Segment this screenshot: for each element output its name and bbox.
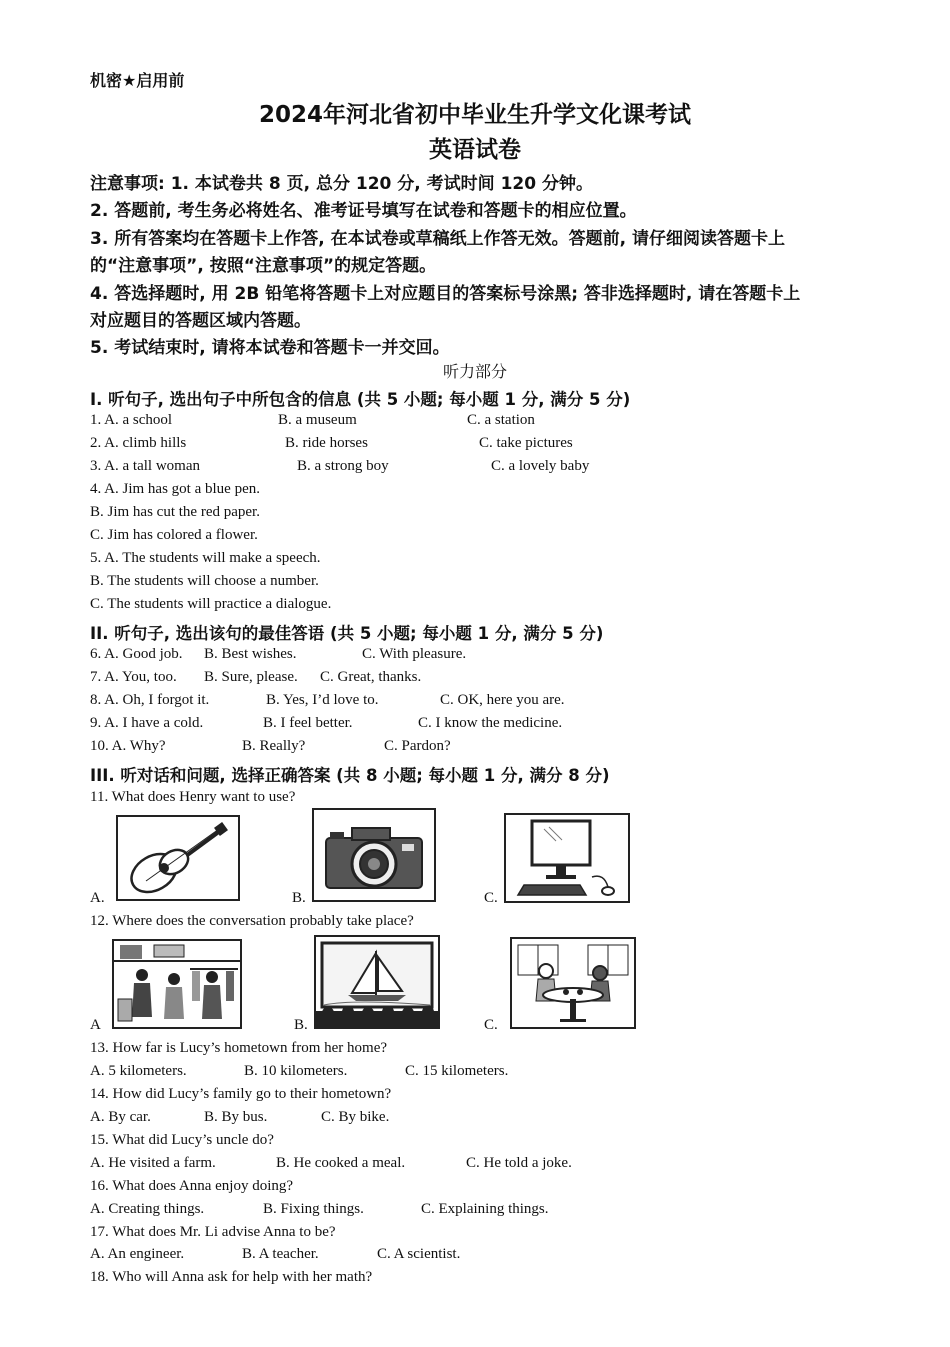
q4-option-c: C. Jim has colored a flower. xyxy=(90,527,258,543)
q15-option-b: B. He cooked a meal. xyxy=(276,1155,406,1171)
q11-stem: 11. What does Henry want to use? xyxy=(90,789,296,805)
q2-option-a: 2. A. climb hills xyxy=(90,435,187,451)
notice-line: 3. 所有答案均在答题卡上作答, 在本试卷或草稿纸上作答无效。答题前, 请仔细阅读答题卡上 xyxy=(90,229,785,249)
q10-option-b: B. Really? xyxy=(242,738,306,754)
q9-option-a: 9. A. I have a cold. xyxy=(90,715,204,731)
q9-option-b: B. I feel better. xyxy=(263,715,353,731)
confidential-mark: 机密★启用前 xyxy=(90,71,185,90)
q6-option-a: 6. A. Good job. xyxy=(90,646,183,662)
q12-label-a: A xyxy=(90,1017,101,1033)
q14-option-c: C. By bike. xyxy=(321,1109,390,1125)
notice-line: 的“注意事项”, 按照“注意事项”的规定答题。 xyxy=(90,256,437,276)
notice-line: 2. 答题前, 考生务必将姓名、准考证号填写在试卷和答题卡的相应位置。 xyxy=(90,201,637,221)
q7-option-c: C. Great, thanks. xyxy=(320,669,422,685)
q11-label-c: C. xyxy=(484,890,498,906)
q13-option-c: C. 15 kilometers. xyxy=(405,1063,509,1079)
q8-option-b: B. Yes, I’d love to. xyxy=(266,692,379,708)
q10-option-c: C. Pardon? xyxy=(384,738,451,754)
camera-icon xyxy=(312,808,436,902)
q13-option-a: A. 5 kilometers. xyxy=(90,1063,187,1079)
q2-option-b: B. ride horses xyxy=(285,435,368,451)
notice-line: 5. 考试结束时, 请将本试卷和答题卡一并交回。 xyxy=(90,338,450,358)
q13-stem: 13. How far is Lucy’s hometown from her home? xyxy=(90,1040,388,1056)
q11-label-a: A. xyxy=(90,890,105,906)
q16-option-b: B. Fixing things. xyxy=(263,1201,364,1217)
q7-option-a: 7. A. You, too. xyxy=(90,669,177,685)
clothing-store-picture xyxy=(112,939,242,1029)
q14-stem: 14. How did Lucy’s family go to their hometown? xyxy=(90,1086,392,1102)
q1-option-c: C. a station xyxy=(467,412,535,428)
q17-stem: 17. What does Mr. Li advise Anna to be? xyxy=(90,1224,336,1240)
q17-option-a: A. An engineer. xyxy=(90,1246,185,1262)
q16-stem: 16. What does Anna enjoy doing? xyxy=(90,1178,294,1194)
q11-label-b: B. xyxy=(292,890,306,906)
notice-line: 对应题目的答题区域内答题。 xyxy=(90,311,311,331)
exam-subtitle: 英语试卷 xyxy=(429,137,521,163)
q2-option-c: C. take pictures xyxy=(479,435,573,451)
q3-option-a: 3. A. a tall woman xyxy=(90,458,200,474)
q8-option-a: 8. A. Oh, I forgot it. xyxy=(90,692,210,708)
computer-icon xyxy=(504,813,630,903)
q7-option-b: B. Sure, please. xyxy=(204,669,298,685)
q12-label-c: C. xyxy=(484,1017,498,1033)
q3-option-b: B. a strong boy xyxy=(297,458,389,474)
q5-option-a: 5. A. The students will make a speech. xyxy=(90,550,321,566)
q14-option-a: A. By car. xyxy=(90,1109,151,1125)
guitar-icon xyxy=(116,815,240,901)
q16-option-a: A. Creating things. xyxy=(90,1201,205,1217)
section-heading: II. 听句子, 选出该句的最佳答语 (共 5 小题; 每小题 1 分, 满分 5 分) xyxy=(90,624,604,643)
q8-option-c: C. OK, here you are. xyxy=(440,692,565,708)
q1-option-b: B. a museum xyxy=(278,412,357,428)
q17-option-c: C. A scientist. xyxy=(377,1246,461,1262)
q4-option-b: B. Jim has cut the red paper. xyxy=(90,504,260,520)
q6-option-b: B. Best wishes. xyxy=(204,646,297,662)
notice-line: 注意事项: 1. 本试卷共 8 页, 总分 120 分, 考试时间 120 分钟。 xyxy=(90,174,593,194)
q4-option-a: 4. A. Jim has got a blue pen. xyxy=(90,481,260,497)
q6-option-c: C. With pleasure. xyxy=(362,646,467,662)
q12-stem: 12. Where does the conversation probably take place? xyxy=(90,913,414,929)
restaurant-picture xyxy=(510,937,636,1029)
section-heading: III. 听对话和问题, 选择正确答案 (共 8 小题; 每小题 1 分, 满分 8 分) xyxy=(90,766,610,785)
q14-option-b: B. By bus. xyxy=(204,1109,268,1125)
part-title: 听力部分 xyxy=(442,362,507,381)
q18-stem: 18. Who will Anna ask for help with her math? xyxy=(90,1269,373,1285)
exam-title: 2024年河北省初中毕业生升学文化课考试 xyxy=(258,102,691,128)
q16-option-c: C. Explaining things. xyxy=(421,1201,549,1217)
q12-label-b: B. xyxy=(294,1017,308,1033)
q5-option-b: B. The students will choose a number. xyxy=(90,573,319,589)
section-heading: I. 听句子, 选出句子中所包含的信息 (共 5 小题; 每小题 1 分, 满分 5 分) xyxy=(90,390,631,409)
q17-option-b: B. A teacher. xyxy=(242,1246,319,1262)
q13-option-b: B. 10 kilometers. xyxy=(244,1063,348,1079)
notice-line: 4. 答选择题时, 用 2B 铅笔将答题卡上对应题目的答案标号涂黑; 答非选择题时, 请在答题卡上 xyxy=(90,284,801,304)
q9-option-c: C. I know the medicine. xyxy=(418,715,563,731)
q15-stem: 15. What did Lucy’s uncle do? xyxy=(90,1132,274,1148)
q15-option-a: A. He visited a farm. xyxy=(90,1155,216,1171)
q10-option-a: 10. A. Why? xyxy=(90,738,166,754)
q1-option-a: 1. A. a school xyxy=(90,412,173,428)
q15-option-c: C. He told a joke. xyxy=(466,1155,572,1171)
q3-option-c: C. a lovely baby xyxy=(491,458,590,474)
q5-option-c: C. The students will practice a dialogue. xyxy=(90,596,332,612)
cinema-sailboat-picture xyxy=(314,935,440,1029)
